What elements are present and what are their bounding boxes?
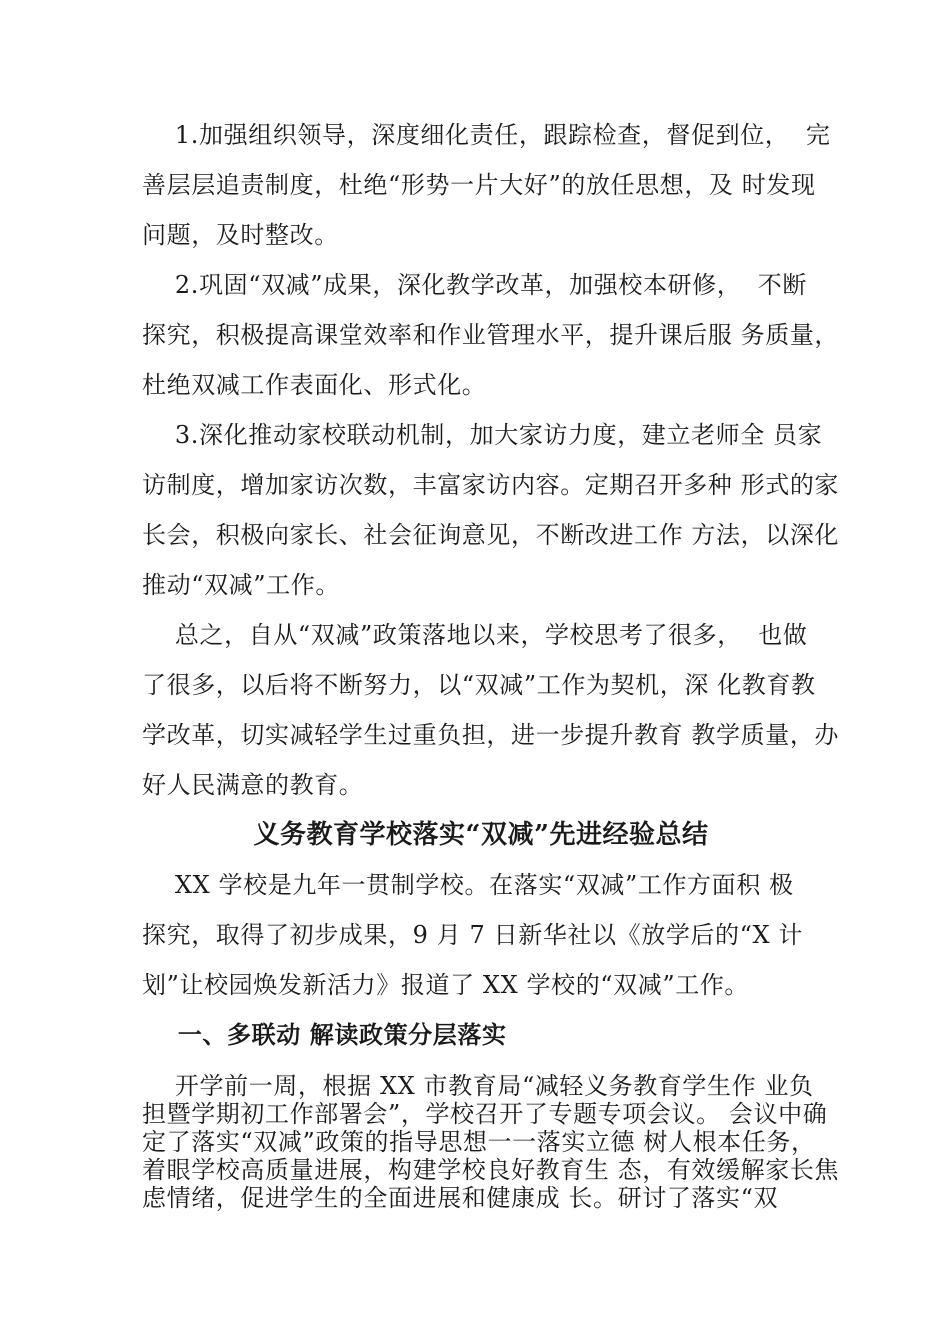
paragraph-home-school-linkage <box>142 410 840 610</box>
text-line: 推动“双减”工作。 <box>142 571 340 599</box>
text-line: 访制度，增加家访次数，丰富家访内容。定期召开多种 形式的家 <box>142 471 840 499</box>
subheading-multi-linkage: 一、多联动 解读政策分层落实 <box>142 1020 507 1049</box>
text-line: 定了落实“双减”政策的指导思想一一落实立德 树人根本任务， <box>142 1128 816 1156</box>
text-line: 学改革，切实减轻学生过重负担，进一步提升教育 教学质量，办 <box>142 721 840 749</box>
text-line: 杜绝双减工作表面化、形式化。 <box>142 371 487 399</box>
paragraph-pre-semester-meeting <box>142 1072 840 1212</box>
text-line: 探究，取得了初步成果，9 月 7 日新华社以《放学后的“X 计 <box>142 921 804 949</box>
text-line: 划”让校园焕发新活力》报道了 XX 学校的“双减”工作。 <box>142 971 750 999</box>
text-line: 善层层追责制度，杜绝“形势一片大好”的放任思想，及 时发现 <box>142 171 816 199</box>
text-line: 1.加强组织领导，深度细化责任，跟踪检查，督促到位， 完 <box>142 121 831 149</box>
text-line: 2.巩固“双减”成果，深化教学改革，加强校本研修， 不断 <box>142 271 808 299</box>
text-line: 问题，及时整改。 <box>142 221 339 249</box>
text-line: 了很多，以后将不断努力，以“双减”工作为契机，深 化教育教 <box>142 671 816 699</box>
text-line: 好人民满意的教育。 <box>142 771 364 799</box>
text-line: 3.深化推动家校联动机制，加大家访力度，建立老师全 员家 <box>142 421 823 449</box>
text-line: 长会，积极向家长、社会征询意见，不断改进工作 方法，以深化 <box>142 521 840 549</box>
paragraph-strengthen-leadership <box>142 110 831 260</box>
text-line: 着眼学校高质量进展，构建学校良好教育生 态，有效缓解家长焦 <box>142 1156 840 1184</box>
paragraph-intro <box>142 860 820 1010</box>
text-line: 担暨学期初工作部署会”，学校召开了专题专项会议。 会议中确 <box>142 1100 828 1128</box>
text-line: 开学前一周，根据 XX 市教育局“减轻义务教育学生作 业负 <box>142 1072 814 1100</box>
paragraph-consolidate-results <box>142 260 840 410</box>
document-page <box>142 110 840 1212</box>
text-line: 探究，积极提高课堂效率和作业管理水平，提升课后服 务质量， <box>142 321 840 349</box>
text-line: XX 学校是九年一贯制学校。在落实“双减”工作方面积 极 <box>142 871 794 899</box>
section-title: 义务教育学校落实“双减”先进经验总结 <box>253 820 709 850</box>
text-line: 总之，自从“双减”政策落地以来，学校思考了很多， 也做 <box>142 621 808 649</box>
paragraph-conclusion <box>142 610 840 810</box>
text-line: 虑情绪，促进学生的全面进展和健康成 长。研讨了落实“双 <box>142 1184 779 1212</box>
